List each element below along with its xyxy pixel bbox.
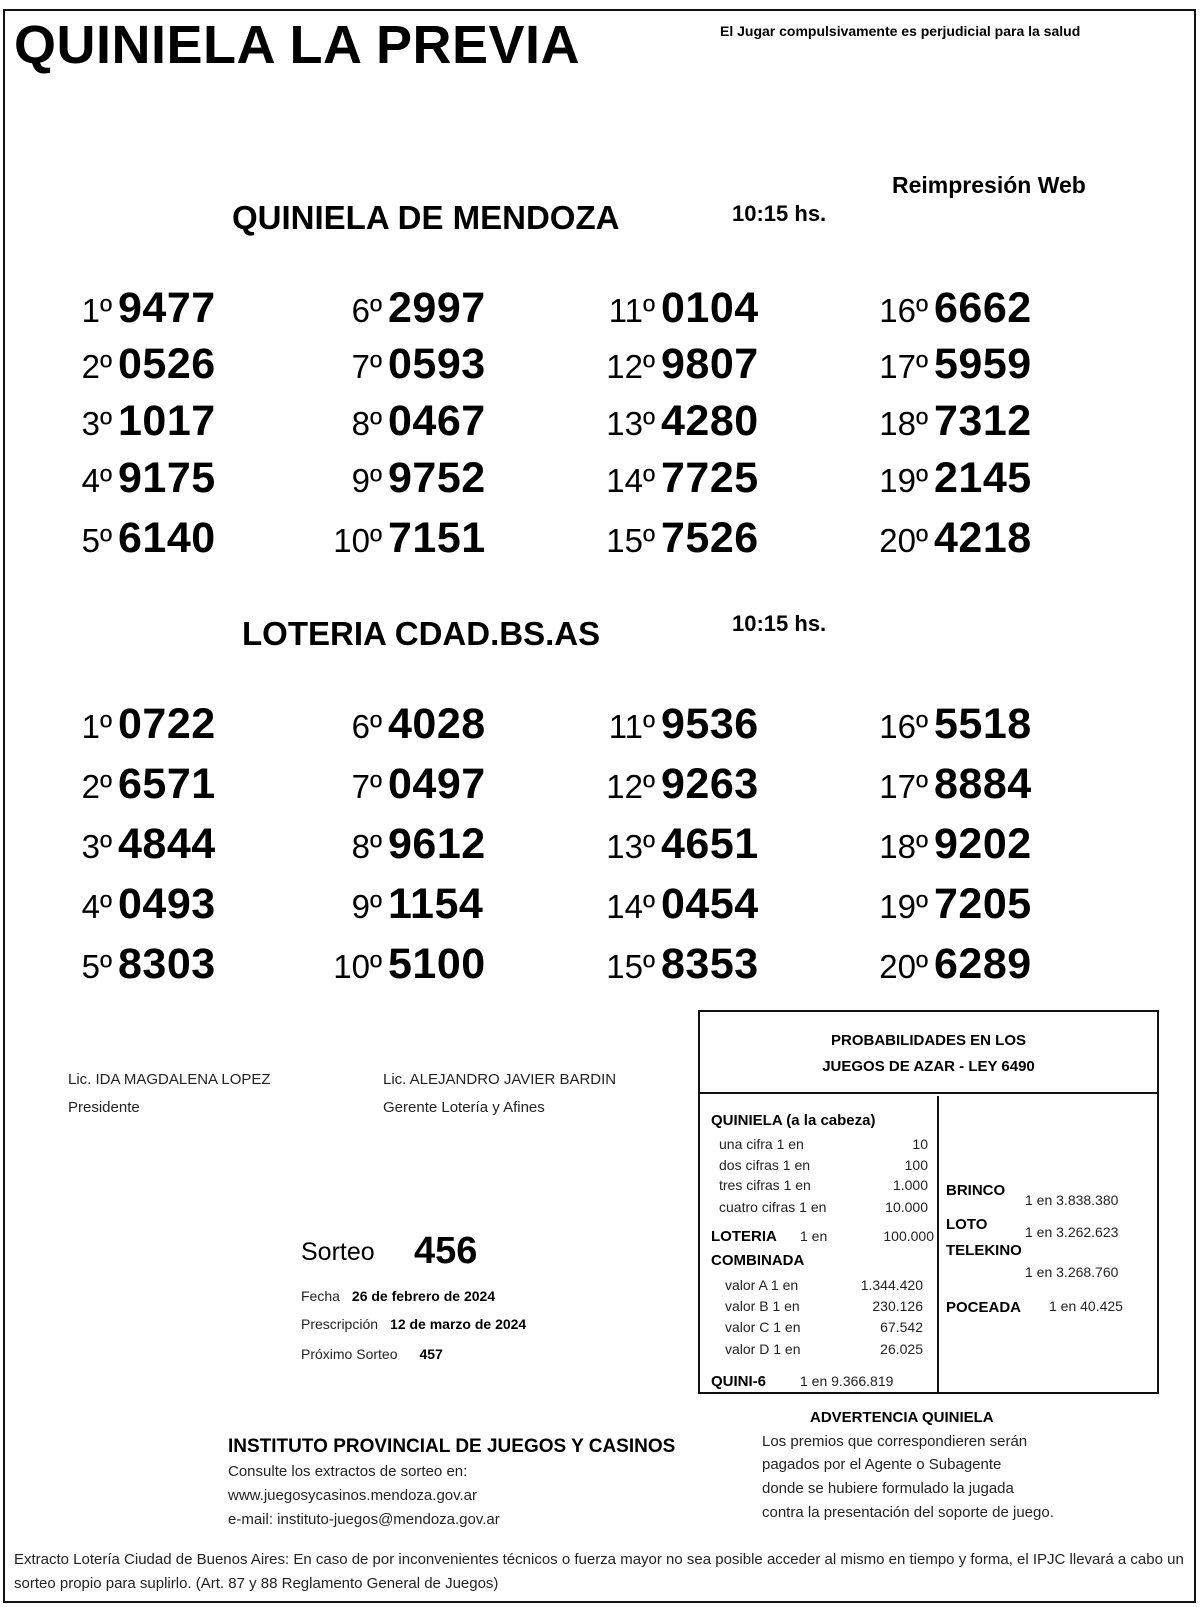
result-cell: [330, 940, 486, 989]
result-position: 14º: [606, 888, 655, 925]
quiniela-prob-label: cuatro cifras 1 en: [719, 1199, 827, 1215]
result-position: 8º: [351, 828, 382, 865]
result-position: 5º: [81, 948, 112, 985]
result-cell: [60, 820, 216, 869]
result-number: 7151: [388, 514, 486, 562]
advertencia-line: Los premios que correspondieren serán: [762, 1433, 1028, 1450]
result-position: 8º: [351, 405, 382, 442]
result-cell: [60, 700, 216, 749]
result-cell: [60, 940, 216, 989]
loteria-prob-value: 100.000: [883, 1228, 934, 1244]
loteria-prob-title: LOTERIA: [711, 1228, 777, 1245]
result-position: 19º: [879, 462, 928, 499]
loto-prob-value: 1 en 3.262.623: [1025, 1224, 1119, 1240]
brinco-prob-value: 1 en 3.838.380: [1025, 1192, 1119, 1208]
result-number: 0722: [118, 700, 216, 748]
result-number: 8884: [934, 760, 1032, 808]
result-number: 1017: [118, 397, 216, 445]
proximo-value: 457: [419, 1346, 443, 1362]
result-position: 16º: [879, 708, 928, 745]
result-number: 4218: [934, 514, 1032, 562]
result-number: 5518: [934, 700, 1032, 748]
result-position: 20º: [879, 522, 928, 559]
combinada-prob-label: valor C 1 en: [725, 1319, 801, 1335]
result-position: 20º: [879, 948, 928, 985]
result-number: 0526: [118, 340, 216, 388]
quiniela-prob-label: una cifra 1 en: [719, 1136, 804, 1152]
result-position: 7º: [351, 768, 382, 805]
result-cell: [876, 514, 1032, 563]
result-position: 16º: [879, 292, 928, 329]
advertencia-title: ADVERTENCIA QUINIELA: [810, 1409, 994, 1426]
sorteo-label: Sorteo: [301, 1238, 375, 1266]
result-number: 0454: [661, 880, 759, 928]
quiniela-prob-value: 10: [912, 1136, 928, 1152]
result-cell: [876, 454, 1032, 503]
result-cell: [876, 284, 1032, 333]
result-position: 13º: [606, 828, 655, 865]
result-number: 7312: [934, 397, 1032, 445]
result-position: 2º: [81, 768, 112, 805]
draw-time-mendoza: 10:15 hs.: [732, 201, 827, 226]
result-position: 19º: [879, 888, 928, 925]
combinada-prob-label: valor B 1 en: [725, 1298, 800, 1314]
loto-prob-title: LOTO: [946, 1216, 988, 1233]
combinada-prob-title: COMBINADA: [711, 1252, 805, 1269]
result-position: 2º: [81, 348, 112, 385]
result-number: 0593: [388, 340, 486, 388]
quini6-prob-title: QUINI-6: [711, 1373, 767, 1390]
signature-role: Gerente Lotería y Afines: [383, 1099, 545, 1116]
advertencia-line: pagados por el Agente o Subagente: [762, 1456, 1002, 1473]
quini6-prob-value: 1 en 9.366.819: [800, 1373, 894, 1389]
draw-title-loteria: LOTERIA CDAD.BS.AS: [242, 615, 601, 652]
result-number: 9175: [118, 454, 216, 502]
result-position: 3º: [81, 405, 112, 442]
institute-email: e-mail: instituto-juegos@mendoza.gov.ar: [228, 1511, 500, 1528]
loteria-prob-label: 1 en: [800, 1228, 828, 1244]
result-number: 7205: [934, 880, 1032, 928]
result-cell: [603, 514, 759, 563]
prescripcion-label: Prescripción: [301, 1316, 379, 1332]
result-position: 18º: [879, 828, 928, 865]
result-cell: [330, 284, 486, 333]
poceada-prob-value: 1 en 40.425: [1049, 1298, 1123, 1314]
result-number: 9263: [661, 760, 759, 808]
institute-website: www.juegosycasinos.mendoza.gov.ar: [228, 1487, 478, 1504]
result-number: 4844: [118, 820, 216, 868]
result-cell: [330, 397, 486, 446]
combinada-prob-value: 67.542: [880, 1319, 923, 1335]
result-number: 1154: [388, 880, 484, 928]
result-position: 12º: [606, 348, 655, 385]
combinada-prob-value: 26.025: [880, 1341, 923, 1357]
result-position: 10º: [333, 948, 382, 985]
result-number: 9477: [118, 284, 216, 332]
result-number: 6140: [118, 514, 216, 562]
result-cell: [603, 760, 759, 809]
poceada-prob-title: POCEADA: [946, 1299, 1022, 1316]
result-number: 8303: [118, 940, 216, 988]
quiniela-prob-value: 1.000: [892, 1177, 928, 1193]
brinco-prob-title: BRINCO: [946, 1182, 1006, 1199]
result-cell: [330, 340, 486, 389]
result-position: 3º: [81, 828, 112, 865]
signature-president: [68, 1066, 271, 1122]
result-position: 12º: [606, 768, 655, 805]
result-cell: [60, 397, 216, 446]
result-position: 9º: [351, 888, 382, 925]
result-position: 17º: [879, 348, 928, 385]
result-cell: [60, 284, 216, 333]
result-position: 6º: [351, 708, 382, 745]
telekino-prob-title: TELEKINO: [946, 1242, 1022, 1259]
result-cell: [603, 880, 759, 929]
result-number: 0493: [118, 880, 216, 928]
signature-name: Lic. IDA MAGDALENA LOPEZ: [68, 1071, 271, 1088]
result-position: 18º: [879, 405, 928, 442]
result-cell: [876, 340, 1032, 389]
probabilities-header: [700, 1012, 1157, 1094]
result-number: 2997: [388, 284, 486, 332]
probabilities-title-line2: JUEGOS DE AZAR - LEY 6490: [822, 1058, 1035, 1075]
result-cell: [60, 880, 216, 929]
result-cell: [60, 340, 216, 389]
result-position: 4º: [81, 888, 112, 925]
sorteo-number: 456: [414, 1230, 478, 1272]
result-cell: [330, 514, 486, 563]
result-position: 9º: [351, 462, 382, 499]
result-number: 2145: [934, 454, 1032, 502]
probabilities-title-line1: PROBABILIDADES EN LOS: [830, 1032, 1026, 1049]
fecha-row: [301, 1288, 495, 1304]
result-cell: [876, 397, 1032, 446]
advertencia-line: donde se hubiere formulado la jugada: [762, 1480, 1014, 1497]
result-cell: [603, 940, 759, 989]
result-cell: [330, 454, 486, 503]
result-position: 15º: [606, 522, 655, 559]
probabilities-divider: [937, 1096, 939, 1392]
result-cell: [603, 284, 759, 333]
result-position: 4º: [81, 462, 112, 499]
reprint-label: Reimpresión Web: [892, 172, 1086, 198]
result-position: 10º: [333, 522, 382, 559]
result-number: 4028: [388, 700, 486, 748]
result-cell: [876, 880, 1032, 929]
result-number: 4651: [661, 820, 759, 868]
probabilities-box: [698, 1010, 1159, 1394]
institute-line1: Consulte los extractos de sorteo en:: [228, 1463, 468, 1480]
result-number: 9536: [661, 700, 759, 748]
result-cell: [60, 760, 216, 809]
result-number: 5959: [934, 340, 1032, 388]
institute-title: INSTITUTO PROVINCIAL DE JUEGOS Y CASINOS: [228, 1436, 676, 1457]
result-number: 6571: [118, 760, 216, 808]
result-position: 17º: [879, 768, 928, 805]
quiniela-prob-title: QUINIELA (a la cabeza): [711, 1112, 876, 1129]
result-position: 7º: [351, 348, 382, 385]
signature-manager: [383, 1066, 616, 1122]
result-number: 4280: [661, 397, 759, 445]
page-title: QUINIELA LA PREVIA: [14, 15, 581, 75]
fecha-value: 26 de febrero de 2024: [351, 1288, 496, 1304]
result-number: 0104: [661, 284, 759, 332]
footer-note: Extracto Lotería Ciudad de Buenos Aires: En caso de por inconvenientes técnicos o fuerza mayor no sea posible acceder al mismo en tiempo y forma, el IPJC llevará a cabo un sorteo propio para suplirlo. (Art. 87 y 88 Reglamento General de Juegos): [14, 1551, 1184, 1592]
result-number: 6289: [934, 940, 1032, 988]
result-position: 11º: [608, 708, 655, 745]
result-cell: [603, 820, 759, 869]
result-position: 11º: [608, 292, 655, 329]
result-number: 0467: [388, 397, 486, 445]
result-number: 7526: [661, 514, 759, 562]
result-position: 5º: [81, 522, 112, 559]
result-cell: [603, 340, 759, 389]
result-position: 14º: [606, 462, 655, 499]
quiniela-prob-label: tres cifras 1 en: [719, 1177, 811, 1193]
result-cell: [330, 880, 483, 929]
result-number: 8353: [661, 940, 759, 988]
result-position: 1º: [81, 292, 112, 329]
combinada-prob-label: valor A 1 en: [725, 1277, 799, 1293]
result-cell: [60, 454, 216, 503]
result-cell: [330, 700, 486, 749]
signature-name: Lic. ALEJANDRO JAVIER BARDIN: [383, 1071, 617, 1088]
result-number: 5100: [388, 940, 486, 988]
prescripcion-row: [301, 1316, 526, 1332]
combinada-prob-value: 1.344.420: [860, 1277, 923, 1293]
proximo-label: Próximo Sorteo: [301, 1346, 398, 1362]
result-number: 9752: [388, 454, 486, 502]
result-cell: [876, 940, 1032, 989]
quiniela-prob-value: 10.000: [885, 1199, 928, 1215]
draw-title-mendoza: QUINIELA DE MENDOZA: [232, 199, 620, 236]
result-cell: [60, 514, 216, 563]
quiniela-prob-value: 100: [904, 1157, 928, 1173]
result-position: 1º: [81, 708, 112, 745]
result-number: 0497: [388, 760, 486, 808]
result-number: 7725: [661, 454, 759, 502]
telekino-prob-value: 1 en 3.268.760: [1025, 1264, 1119, 1280]
draw-time-loteria: 10:15 hs.: [732, 611, 827, 636]
result-position: 13º: [606, 405, 655, 442]
result-cell: [876, 820, 1032, 869]
prescripcion-value: 12 de marzo de 2024: [390, 1316, 527, 1332]
combinada-prob-value: 230.126: [872, 1298, 923, 1314]
fecha-label: Fecha: [301, 1288, 340, 1304]
result-number: 9807: [661, 340, 759, 388]
result-cell: [330, 820, 486, 869]
result-position: 15º: [606, 948, 655, 985]
result-cell: [603, 700, 759, 749]
signature-role: Presidente: [68, 1099, 140, 1116]
advertencia-line: contra la presentación del soporte de juego.: [762, 1504, 1054, 1521]
result-number: 6662: [934, 284, 1032, 332]
result-cell: [330, 760, 486, 809]
result-cell: [876, 700, 1032, 749]
result-position: 6º: [351, 292, 382, 329]
result-cell: [603, 397, 759, 446]
result-cell: [876, 760, 1032, 809]
result-cell: [603, 454, 759, 503]
result-number: 9202: [934, 820, 1032, 868]
combinada-prob-label: valor D 1 en: [725, 1341, 801, 1357]
health-warning: El Jugar compulsivamente es perjudicial para la salud: [720, 23, 1081, 39]
proximo-row: [301, 1346, 443, 1362]
quiniela-prob-label: dos cifras 1 en: [719, 1157, 811, 1173]
result-number: 9612: [388, 820, 486, 868]
